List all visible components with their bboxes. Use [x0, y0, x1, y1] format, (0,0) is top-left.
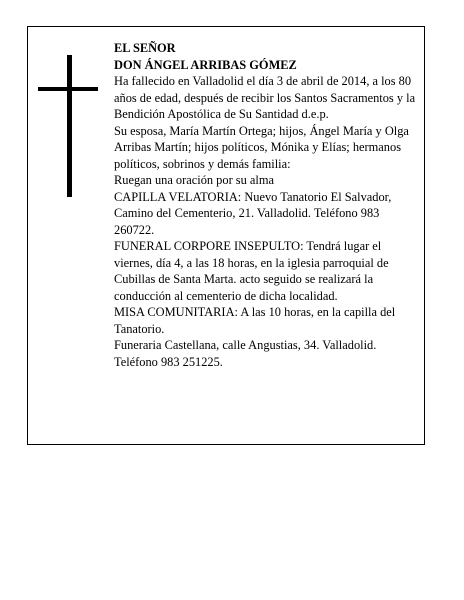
latin-cross-icon [38, 55, 98, 197]
deceased-name: DON ÁNGEL ARRIBAS GÓMEZ [114, 57, 297, 72]
funeral-info: FUNERAL CORPORE INSEPULTO: Tendrá lugar el viernes, día 4, a las 18 horas, en la iglesia parroquial de Cubillas de Santa Marta. acto seguido se realizará la conducción al cementerio de dicha localidad. [114, 239, 389, 303]
family-members: Su esposa, María Martín Ortega; hijos, Ángel María y Olga Arribas Martín; hijos políticos, Mónika y Elías; hermanos políticos, sobrinos y demás familia: [114, 123, 409, 171]
prayer-request: Ruegan una oración por su alma [114, 173, 274, 187]
wake-chapel-info: CAPILLA VELATORIA: Nuevo Tanatorio El Salvador, Camino del Cementerio, 21. Valladolid. Teléfono 983 260722. [114, 189, 392, 237]
cross-horizontal-bar [38, 87, 98, 91]
funeral-home-info: Funeraria Castellana, calle Angustias, 34. Valladolid. Teléfono 983 251225. [114, 338, 377, 369]
title-line-1: EL SEÑOR [114, 41, 176, 55]
obituary-notice [27, 26, 425, 445]
obituary-text [114, 40, 419, 370]
community-mass-info: MISA COMUNITARIA: A las 10 horas, en la capilla del Tanatorio. [114, 305, 396, 336]
cross-vertical-bar [67, 55, 72, 197]
death-announcement: Ha fallecido en Valladolid el día 3 de abril de 2014, a los 80 años de edad, después de recibir los Santos Sacramentos y la Bendición Apostólica de Su Santidad d.e.p. [114, 74, 416, 121]
